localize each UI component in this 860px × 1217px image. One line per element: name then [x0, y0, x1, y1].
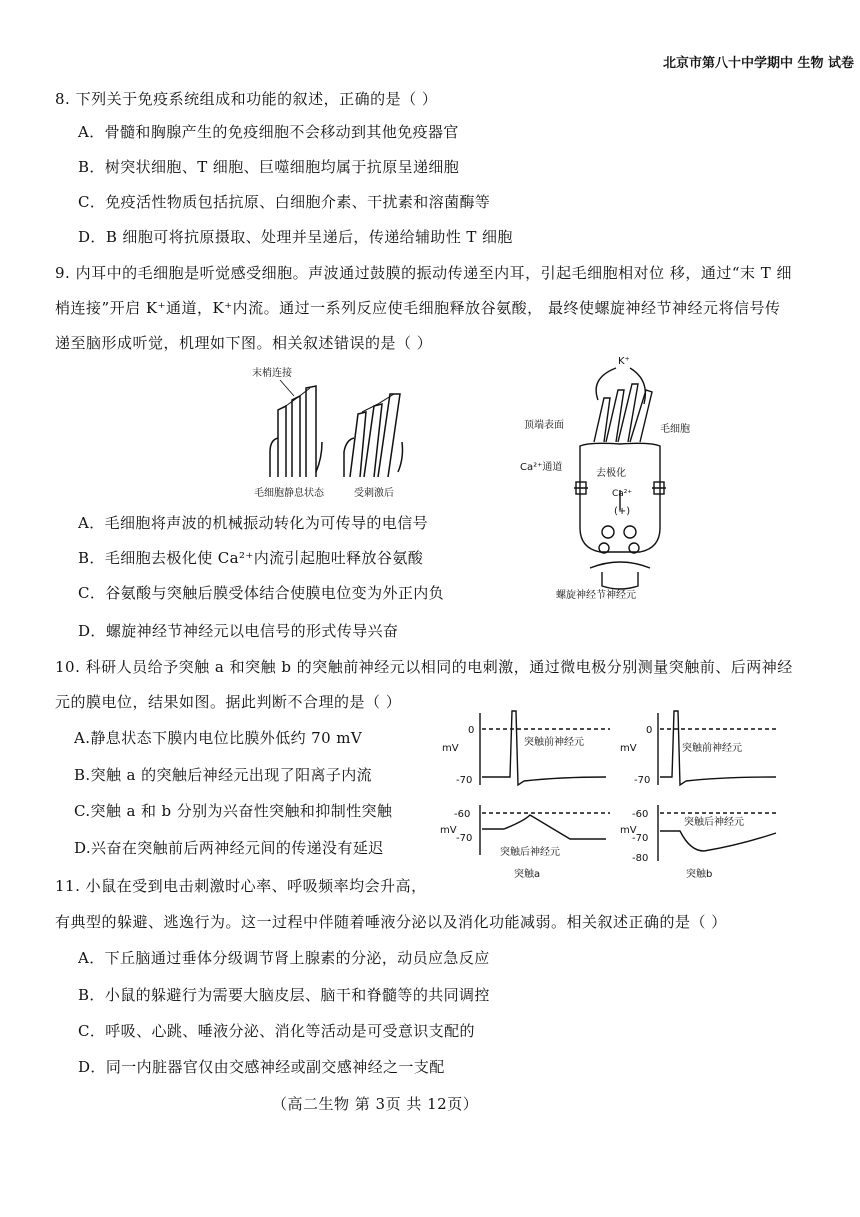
rest-state-label: 毛细胞静息状态 [254, 488, 324, 499]
m70-tick-a-top: -70 [456, 775, 473, 786]
q10-option-b: B.突触 a 的突触后神经元出现了阳离子内流 [74, 766, 373, 784]
q11-stem-line2: 有典型的躲避、逃逸行为。这一过程中伴随着唾液分泌以及消化功能减弱。相关叙述正确的是（ ） [55, 913, 727, 931]
hair-cell-figure [520, 350, 720, 602]
synapse-b-figure [620, 705, 780, 883]
q10-option-c: C.突触 a 和 b 分别为兴奋性突触和抑制性突触 [74, 802, 393, 820]
page-footer: （高二生物 第 3页 共 12页） [272, 1095, 479, 1113]
m60-tick-b: -60 [632, 809, 649, 820]
q9-stem-line3: 递至脑形成听觉，机理如下图。相关叙述错误的是（ ） [55, 334, 433, 352]
q11-option-a: A．下丘脑通过垂体分级调节肾上腺素的分泌，动员应急反应 [78, 949, 490, 967]
presynaptic-label-a: 突触前神经元 [524, 737, 584, 748]
q10-stem-line2: 元的膜电位，结果如图。据此判断不合理的是（ ） [55, 693, 402, 711]
q8-option-b: B．树突状细胞、T 细胞、巨噬细胞均属于抗原呈递细胞 [78, 158, 460, 176]
q9-stem-line2: 梢连接”开启 K⁺通道，K⁺内流。通过一系列反应使毛细胞释放谷氨酸， 最终使螺旋神经节神经元将信号传 [55, 299, 781, 317]
q8-stem: 8. 下列关于免疫系统组成和功能的叙述，正确的是（ ） [55, 90, 438, 108]
k-ion-label: K⁺ [618, 356, 630, 367]
q8-option-c: C．免疫活性物质包括抗原、白细胞介素、干扰素和溶菌酶等 [78, 193, 491, 211]
mv-label-a-top: mV [442, 743, 459, 754]
synapse-b-caption: 突触b [686, 869, 713, 880]
q9-stem-line1: 9. 内耳中的毛细胞是听觉感受细胞。声波通过鼓膜的振动传递至内耳，引起毛细胞相对位 移，通过“末 T 细 [55, 264, 793, 282]
postsynaptic-label-b: 突触后神经元 [684, 817, 744, 828]
q9-option-b: B．毛细胞去极化使 Ca²⁺内流引起胞吐释放谷氨酸 [78, 549, 424, 567]
m70-tick-a-bottom: -70 [456, 833, 473, 844]
postsynaptic-label-a: 突触后神经元 [500, 847, 560, 858]
ca-ion-label: Ca²⁺ [612, 489, 633, 499]
q11-stem-line1: 11. 小鼠在受到电击刺激时心率、呼吸频率均会升高， [55, 877, 427, 895]
depolarization-label: 去极化 [596, 468, 626, 479]
q10-option-d: D.兴奋在突触前后两神经元间的传递没有延迟 [74, 839, 384, 857]
hair-bundle-figure [250, 362, 420, 502]
stimulated-state-drawing [344, 394, 403, 477]
mv-label-a-bottom: mV [440, 825, 457, 836]
q11-option-b: B．小鼠的躲避行为需要大脑皮层、脑干和脊髓等的共同调控 [78, 986, 490, 1004]
q10-option-a: A.静息状态下膜内电位比膜外低约 70 mV [74, 729, 363, 747]
synapse-a-figure [440, 705, 616, 883]
mv-label-b-top: mV [620, 743, 637, 754]
stimulated-label: 受刺激后 [354, 488, 394, 499]
m60-tick-a: -60 [454, 809, 471, 820]
plus-label: (+) [614, 506, 631, 517]
q9-option-c: C．谷氨酸与突触后膜受体结合使膜电位变为外正内负 [78, 584, 445, 602]
q11-option-d: D．同一内脏器官仅由交感神经或副交感神经之一支配 [78, 1058, 445, 1076]
q11-option-c: C．呼吸、心跳、唾液分泌、消化等活动是可受意识支配的 [78, 1022, 475, 1040]
synapse-a-caption: 突触a [514, 869, 541, 880]
tip-link-label: 末梢连接 [252, 368, 292, 379]
m70-tick-b-top: -70 [634, 775, 651, 786]
apical-surface-label: 顶端表面 [524, 420, 564, 431]
zero-tick-b: 0 [646, 725, 653, 736]
ca-channel-label: Ca²⁺通道 [520, 462, 563, 473]
spiral-ganglion-neuron-label: 螺旋神经节神经元 [556, 590, 636, 601]
presynaptic-label-b: 突触前神经元 [682, 743, 742, 754]
q8-option-d: D．B 细胞可将抗原摄取、处理并呈递后，传递给辅助性 T 细胞 [78, 228, 513, 246]
q8-option-a: A．骨髓和胸腺产生的免疫细胞不会移动到其他免疫器官 [78, 123, 459, 141]
mv-label-b-bottom: mV [620, 825, 637, 836]
exam-header: 北京市第八十中学期中 生物 试卷 [662, 56, 854, 71]
hair-cell-label: 毛细胞 [660, 424, 690, 435]
m80-tick-b: -80 [632, 853, 649, 864]
q9-option-d: D．螺旋神经节神经元以电信号的形式传导兴奋 [78, 622, 399, 640]
q10-stem-line1: 10. 科研人员给予突触 a 和突触 b 的突触前神经元以相同的电刺激，通过微电极分别测量突触前、后两神经 [55, 658, 793, 676]
q9-option-a: A．毛细胞将声波的机械振动转化为可传导的电信号 [78, 514, 429, 532]
m70-tick-b-bottom: -70 [632, 833, 649, 844]
rest-state-drawing [270, 380, 322, 477]
zero-tick: 0 [468, 725, 475, 736]
